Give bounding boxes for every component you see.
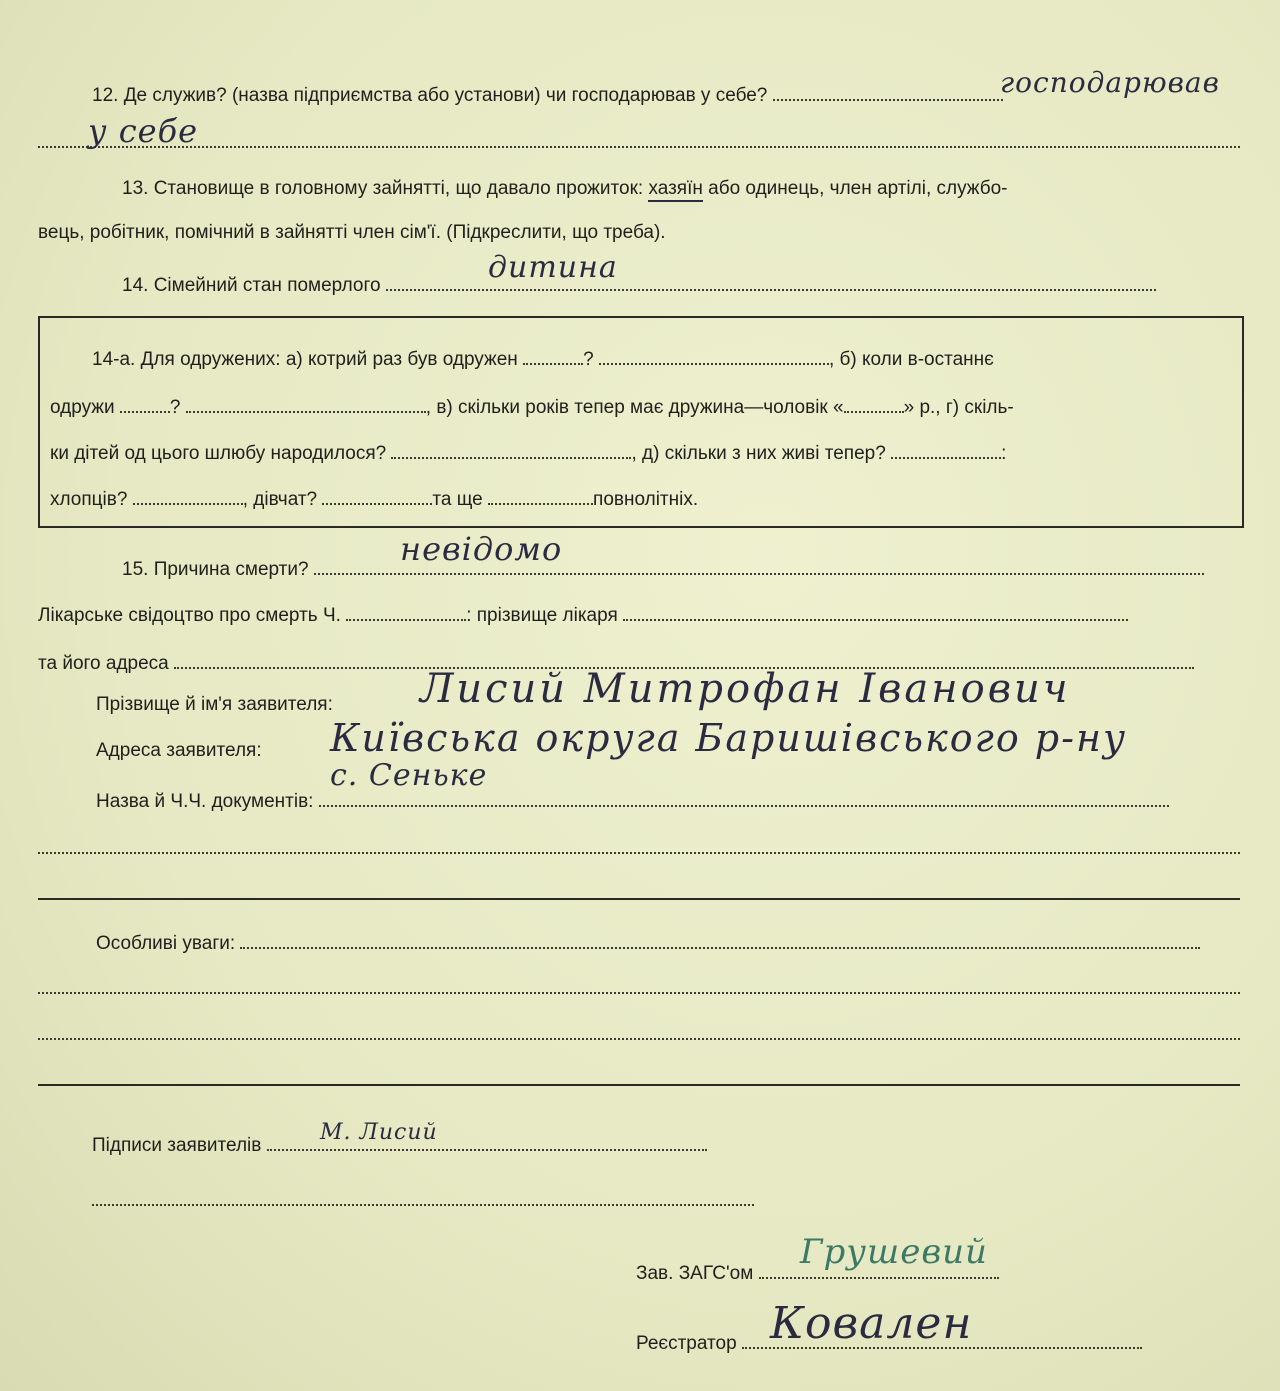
applicant-signature: М. Лисий <box>320 1120 438 1145</box>
applicant-name-label: Прізвище й ім'я заявителя: <box>96 694 333 715</box>
remarks-label-line: Особливі уваги: <box>96 930 1200 955</box>
q14a-line-4: хлопців? , дівчат? та ще повнолітніх. <box>50 486 698 511</box>
documents-label-line: Назва й Ч.Ч. документів: <box>96 788 1169 813</box>
applicant-address-label: Адреса заявителя: <box>96 740 262 761</box>
q13-line-2: вець, робітник, помічний в зайнятті член сім'ї. (Підкреслити, що треба). <box>38 222 666 243</box>
applicant-signature-line: Підписи заявителів <box>92 1132 707 1157</box>
registrar-label-line: Реєстратор <box>636 1330 1142 1355</box>
q14-answer: дитина <box>488 250 618 285</box>
q15-label-line: 15. Причина смерти? <box>122 556 1204 581</box>
zags-head-signature: Грушевий <box>800 1232 988 1272</box>
q12-answer-2: у себе <box>88 112 199 150</box>
q13-line-1: 13. Становище в головному зайнятті, що давало прожиток: хазяїн або одинець, член артілі, службо- <box>122 178 1008 200</box>
q14a-line-2: одружи ? , в) скільки років тепер має дружина—чоловік « » р., г) скіль- <box>50 394 1014 419</box>
q14-label-line: 14. Сімейний стан померлого <box>122 272 1156 297</box>
medical-address-line: та його адреса <box>38 650 1194 675</box>
applicant-address-value-1: Київська округа Баришівського р-ну <box>330 716 1128 760</box>
q15-answer: невідомо <box>400 530 563 568</box>
q12-answer-1: господарював <box>1000 66 1220 99</box>
section-divider-2 <box>38 1084 1240 1086</box>
registrar-signature: Ковален <box>770 1298 973 1349</box>
q14a-line-3: ки дітей од цього шлюбу народилося? , д) скільки з них живі тепер? : <box>50 440 1006 465</box>
applicant-address-value-2: с. Сеньке <box>330 758 488 793</box>
q12-label-line <box>92 82 1003 107</box>
q12-label: 12. Де служив? (назва підприємства або установи) чи господарював у себе? <box>92 85 768 107</box>
applicant-name-value: Лисий Митрофан Іванович <box>420 666 1071 712</box>
q14a-line-1: 14-а. Для одружених: а) котрий раз був одружен ? , б) коли в-останнє <box>92 346 994 371</box>
q13-underlined-option: хазяїн <box>648 178 702 202</box>
medical-line: Лікарське свідоцтво про смерть Ч. : прізвище лікаря <box>38 602 1128 627</box>
section-divider-1 <box>38 898 1240 900</box>
zags-head-label-line: Зав. ЗАГС'ом <box>636 1260 999 1285</box>
